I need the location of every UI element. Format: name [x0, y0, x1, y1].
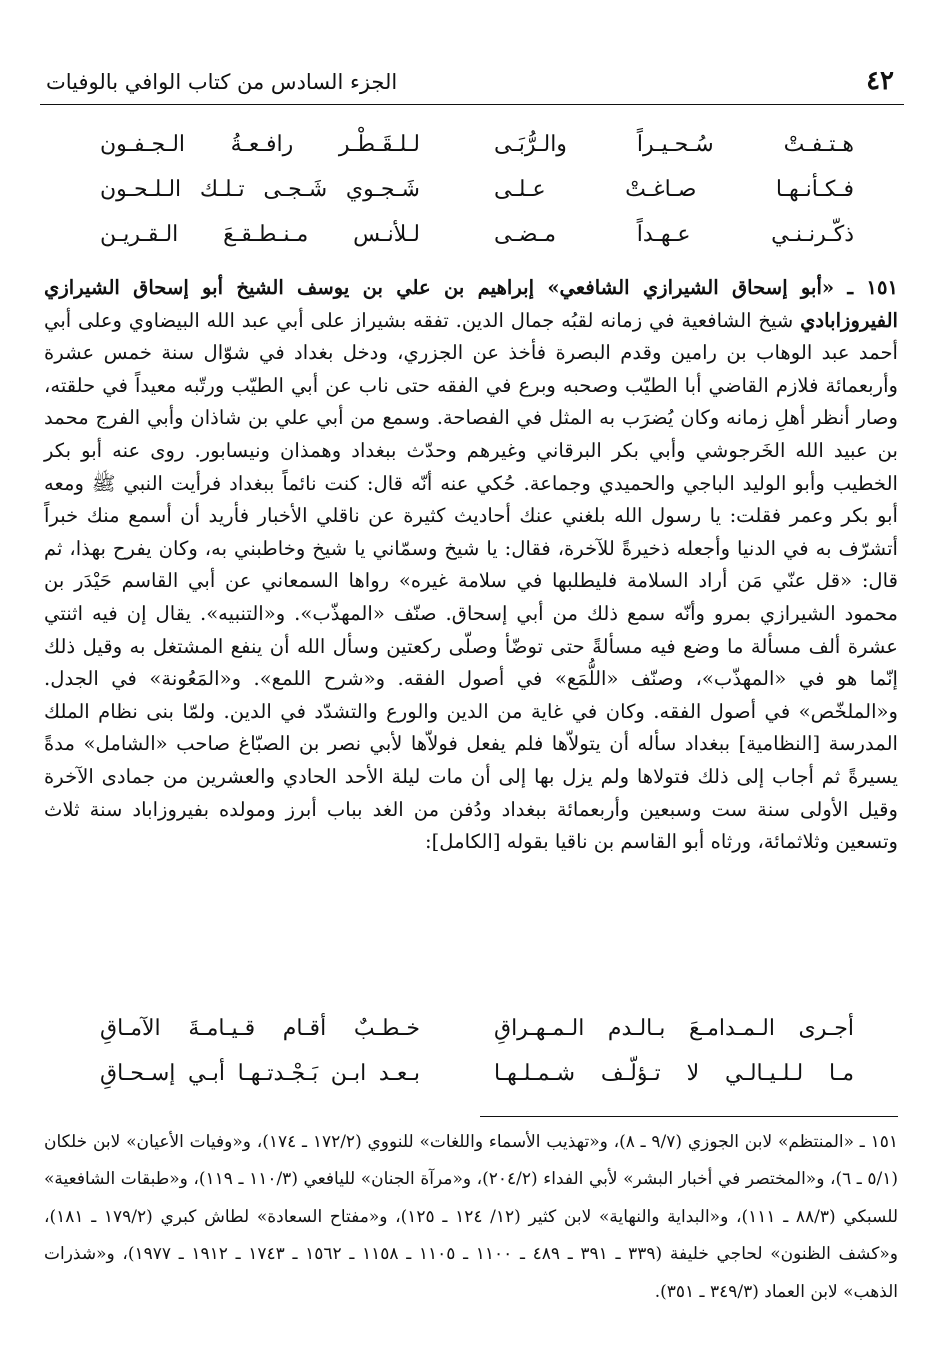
verse-line [60, 177, 884, 222]
verse-first-hemistich: مـا لـلـيـالـي لا تـؤلّـف شـمـلـهـا [494, 1061, 854, 1086]
verse-line [60, 1016, 884, 1061]
verse-second-hemistich: بـعـد ابـن بَـجْـدتـهـا أبـي إسـحـاقِ [100, 1061, 420, 1086]
verse-line [60, 1061, 884, 1106]
verse-first-hemistich: فـكـأنـهـا صـاغـتْ عـلـى [494, 177, 854, 202]
running-title: الجزء السادس من كتاب الوافي بالوفيات [46, 70, 398, 94]
biography-entry [44, 272, 898, 859]
entry-body: شيخ الشافعية في زمانه لقبُه جمال الدين. تفقه بشيراز على أبي عبد الله البيضاوي وعلى أبي أحمد عبد الوهاب بن رامين وقدم البصرة فأخذ عن الجزري، ودخل بغداد في شوّال سنة خمس عشرة وأربعمائة فلازم القاضي أبا الطيّب وصحبه وبرع في الفقه حتى ناب عن أبي الطيّب ورتّبه معيداً في حلقته، وصار أنظر أهلِ زمانه وكان يُضرَب به المثل في الفصاحة. وسمع من أبي علي بن شاذان وأبي الفرج محمد بن عبيد الله الخَرجوشي وأبي بكر البرقاني وغيرهم وحدّث ببغداد وهمذان ونيسابور. روى عنه أبو بكر الخطيب وأبو الوليد الباجي والحميدي وجماعة. حُكي عنه أنّه قال: كنت نائماً ببغداد فرأيت النبي ﷺ ومعه أبو بكر وعمر فقلت: يا رسول الله بلغني عنك أحاديث كثيرة عن ناقلي الأخبار فأريد أن أسمع منك خبراً أتشرّف به في الدنيا وأجعله ذخيرةً للآخرة، فقال: يا شيخ وسمّاني يا شيخ وخاطبني به، وكان يفرح بهذا، ثم قال: «قل عنّي مَن أراد السلامة فليطلبها في سلامة غيره» رواها السمعاني عن أبي القاسم حَيْدَر بن محمود الشيرازي بمرو وأنّه سمع ذلك من أبي إسحاق. صنّف «المهذّب». و«التنبيه». يقال إن فيه اثنتي عشرة ألف مسألة ما وضع فيه مسألةً حتى توضّأ وصلّى ركعتين وسأل الله أن ينفع المشتغل به وقيل ذلك إنّما هو في «المهذّب»، وصنّف «اللُّمَع» في أصول الفقه. و«شرح اللمع». و«المَعُونة» في الجدل. و«الملخّص» في أصول الفقه. وكان في غاية من الدين والورع والتشدّد في الدين. ولمّا بنى نظام الملك المدرسة [النظامية] ببغداد سأله أن يتولاّها فلم يفعل فولاّها لأبي نصر بن الصبّاغ صاحب «الشامل» مدةً يسيرةً ثم أجاب إلى ذلك فتولاها ولم يزل بها إلى أن مات ليلة الأحد الحادي والعشرين من جمادى الآخرة وقيل الأولى سنة ست وسبعين وأربعمائة ببغداد ودُفن من الغد بباب أبرز ومولده بفيروزاباد سنة ثلاث وتسعين وثلاثمائة، ورثاه أبو القاسم بن ناقيا بقوله [الكامل]: [44, 308, 898, 854]
verse-second-hemistich: لـلـقَـطْـر رافـعـةُ الـجـفـون [100, 132, 420, 157]
verse-second-hemistich: خـطـبٌ أقـام قـيـامـةَ الآمـاقِ [100, 1016, 420, 1041]
footnote: ١٥١ ـ «المنتظم» لابن الجوزي (٩/٧ ـ ٨)، و«تهذيب الأسماء واللغات» للنووي (١٧٢/٢ ـ ١٧٤)، و«وفيات الأعيان» لابن خلكان (٥/١ ـ ٦)، و«المختصر في أخبار البشر» لأبي الفداء (٢٠٤/٢)، و«مرآة الجنان» لليافعي (١١٠/٣ ـ ١١٩)، و«طبقات الشافعية» للسبكي (٨٨/٣ ـ ١١١)، و«البداية والنهاية» لابن كثير (١٢/ ١٢٤ ـ ١٢٥)، و«مفتاح السعادة» لطاش كبري (١٧٩/٢ ـ ١٨١)، و«كشف الظنون» لحاجي خليفة (٣٣٩ ـ ٣٩١ ـ ٤٨٩ ـ ١١٠٠ ـ ١١٠٥ ـ ١١٥٨ ـ ١٥٦٢ ـ ١٧٤٣ ـ ١٩١٢ ـ ١٩٧٧)، و«شذرات الذهب» لابن العماد (٣٤٩/٣ ـ ٣٥١). [44, 1132, 898, 1302]
poem-elegy [60, 1016, 884, 1106]
verse-second-hemistich: شَـجـوي شَـجـى تـلـك الـلـحـون [100, 177, 420, 202]
page-number: ٤٢ [866, 66, 894, 96]
verse-line [60, 132, 884, 177]
page-header [40, 58, 904, 105]
footnote-divider [480, 1116, 898, 1117]
verse-first-hemistich: ذكّـرنـنـي عـهـداً مـضـى [494, 222, 854, 247]
verse-first-hemistich: هـتـفـتْ سُـحـيـراً والـرُّبَـى [494, 132, 854, 157]
verse-first-hemistich: أجـرى الـمـدامـعَ بـالـدم الـمـهـراقِ [494, 1016, 854, 1041]
entry-heading: ١٥١ ـ «أبو إسحاق الشيرازي الشافعي» إبراهيم بن علي بن يوسف الشيخ أبو إسحاق الشيرازي الفيروزابادي [44, 276, 898, 332]
verse-line [60, 222, 884, 267]
verse-second-hemistich: لـلأنـس مـنـطـقـعَ الـقـريـن [100, 222, 420, 247]
poem-top [60, 132, 884, 267]
